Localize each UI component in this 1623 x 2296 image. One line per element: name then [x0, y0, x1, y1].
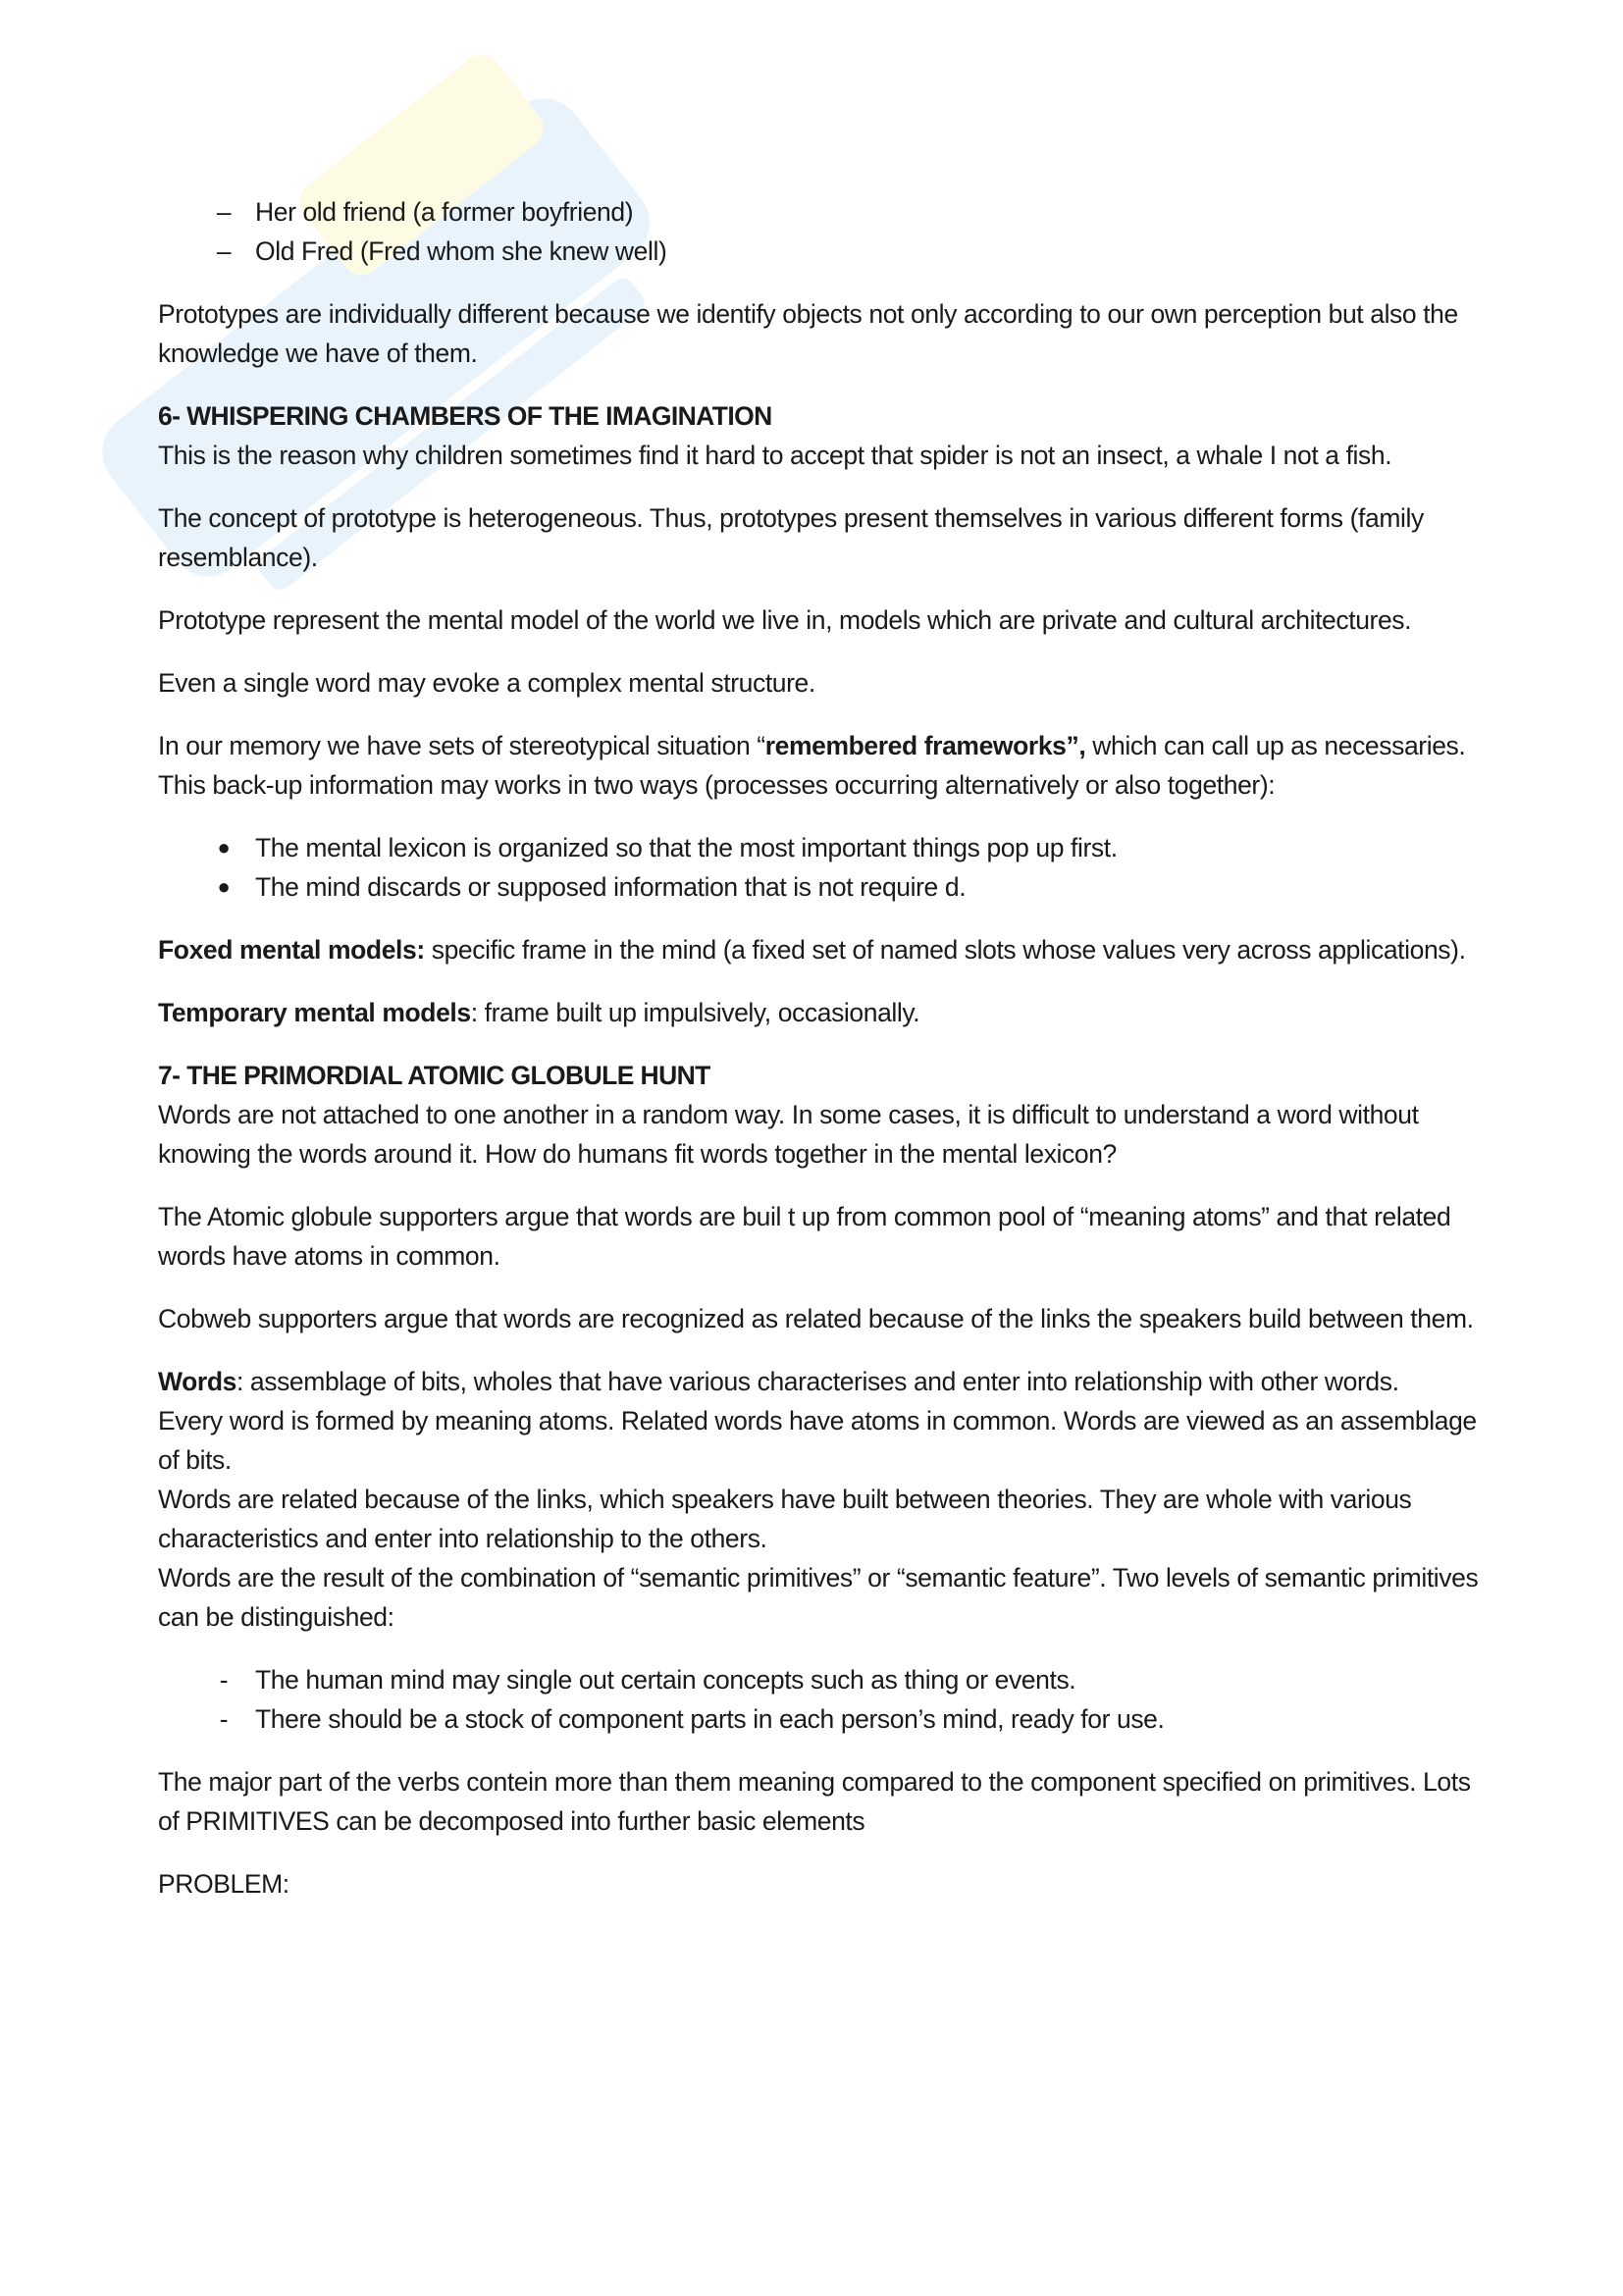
list-item: – Old Fred (Fred whom she knew well) [216, 236, 667, 266]
section-7-paragraph-8: The major part of the verbs contein more than them meaning compared to the component specified on primitives. Lots of PRIMITIVES can be decomposed into further basic elements [158, 1767, 1471, 1836]
words-definition: Words: assemblage of bits, wholes that have various characterises and enter into relationship with other words. [158, 1367, 1399, 1396]
document-page [158, 192, 1492, 1904]
problem-label: PROBLEM: [158, 1869, 289, 1899]
paragraph-prototypes-individual: Prototypes are individually different because we identify objects not only according to our own perception but also the knowledge we have of them. [158, 299, 1458, 368]
section-7-heading: 7- THE PRIMORDIAL ATOMIC GLOBULE HUNT [158, 1061, 710, 1090]
section-6-paragraph-2: The concept of prototype is heterogeneous. Thus, prototypes present themselves in various different forms (family resemblance). [158, 503, 1424, 572]
section-6-paragraph-5: In our memory we have sets of stereotypical situation “remembered frameworks”, which can call up as necessaries. This back-up information may works in two ways (processes occurring alternatively or also together): [158, 731, 1466, 800]
words-term: Words [158, 1367, 236, 1396]
section-6-heading: 6- WHISPERING CHAMBERS OF THE IMAGINATION [158, 401, 772, 431]
section-6-bullet-list [158, 828, 1492, 907]
temporary-mental-models-definition: Temporary mental models: frame built up impulsively, occasionally. [158, 998, 920, 1027]
remembered-frameworks-term: remembered frameworks”, [764, 731, 1086, 760]
section-6-paragraph-3: Prototype represent the mental model of the world we live in, models which are private and cultural architectures. [158, 605, 1412, 635]
section-7-paragraph-1: Words are not attached to one another in a random way. In some cases, it is difficult to understand a word without knowing the words around it. How do humans fit words together in the mental lexicon? [158, 1100, 1419, 1169]
section-7-paragraph-6: Words are related because of the links, which speakers have built between theories. They are whole with various characteristics and enter into relationship to the others. [158, 1485, 1412, 1553]
fixed-mental-models-term: Foxed mental models: [158, 935, 425, 965]
list-item: - The human mind may single out certain concepts such as thing or events. [219, 1665, 1076, 1695]
list-item: - There should be a stock of component parts in each person’s mind, ready for use. [219, 1704, 1165, 1734]
section-7-paragraph-2: The Atomic globule supporters argue that words are buil t up from common pool of “meaning atoms” and that related words have atoms in common. [158, 1202, 1451, 1271]
section-7-paragraph-7: Words are the result of the combination of “semantic primitives” or “semantic feature”. Two levels of semantic primitives can be distinguished: [158, 1563, 1479, 1632]
list-item: – Her old friend (a former boyfriend) [216, 197, 634, 227]
temporary-mental-models-term: Temporary mental models [158, 998, 471, 1027]
section-6-paragraph-4: Even a single word may evoke a complex mental structure. [158, 668, 815, 698]
section-6-paragraph-1: This is the reason why children sometimes find it hard to accept that spider is not an insect, a whale I not a fish. [158, 441, 1392, 470]
section-7-paragraph-5: Every word is formed by meaning atoms. Related words have atoms in common. Words are viewed as an assemblage of bits. [158, 1406, 1477, 1475]
section-7-paragraph-3: Cobweb supporters argue that words are recognized as related because of the links the speakers build between them. [158, 1304, 1474, 1333]
list-item: ● The mind discards or supposed information that is not require d. [217, 872, 967, 902]
section-7-dash-list [158, 1660, 1492, 1739]
list-top [158, 192, 1492, 271]
fixed-mental-models-definition: Foxed mental models: specific frame in the mind (a fixed set of named slots whose values very across applications). [158, 935, 1466, 965]
list-item: ● The mental lexicon is organized so that the most important things pop up first. [217, 833, 1118, 862]
